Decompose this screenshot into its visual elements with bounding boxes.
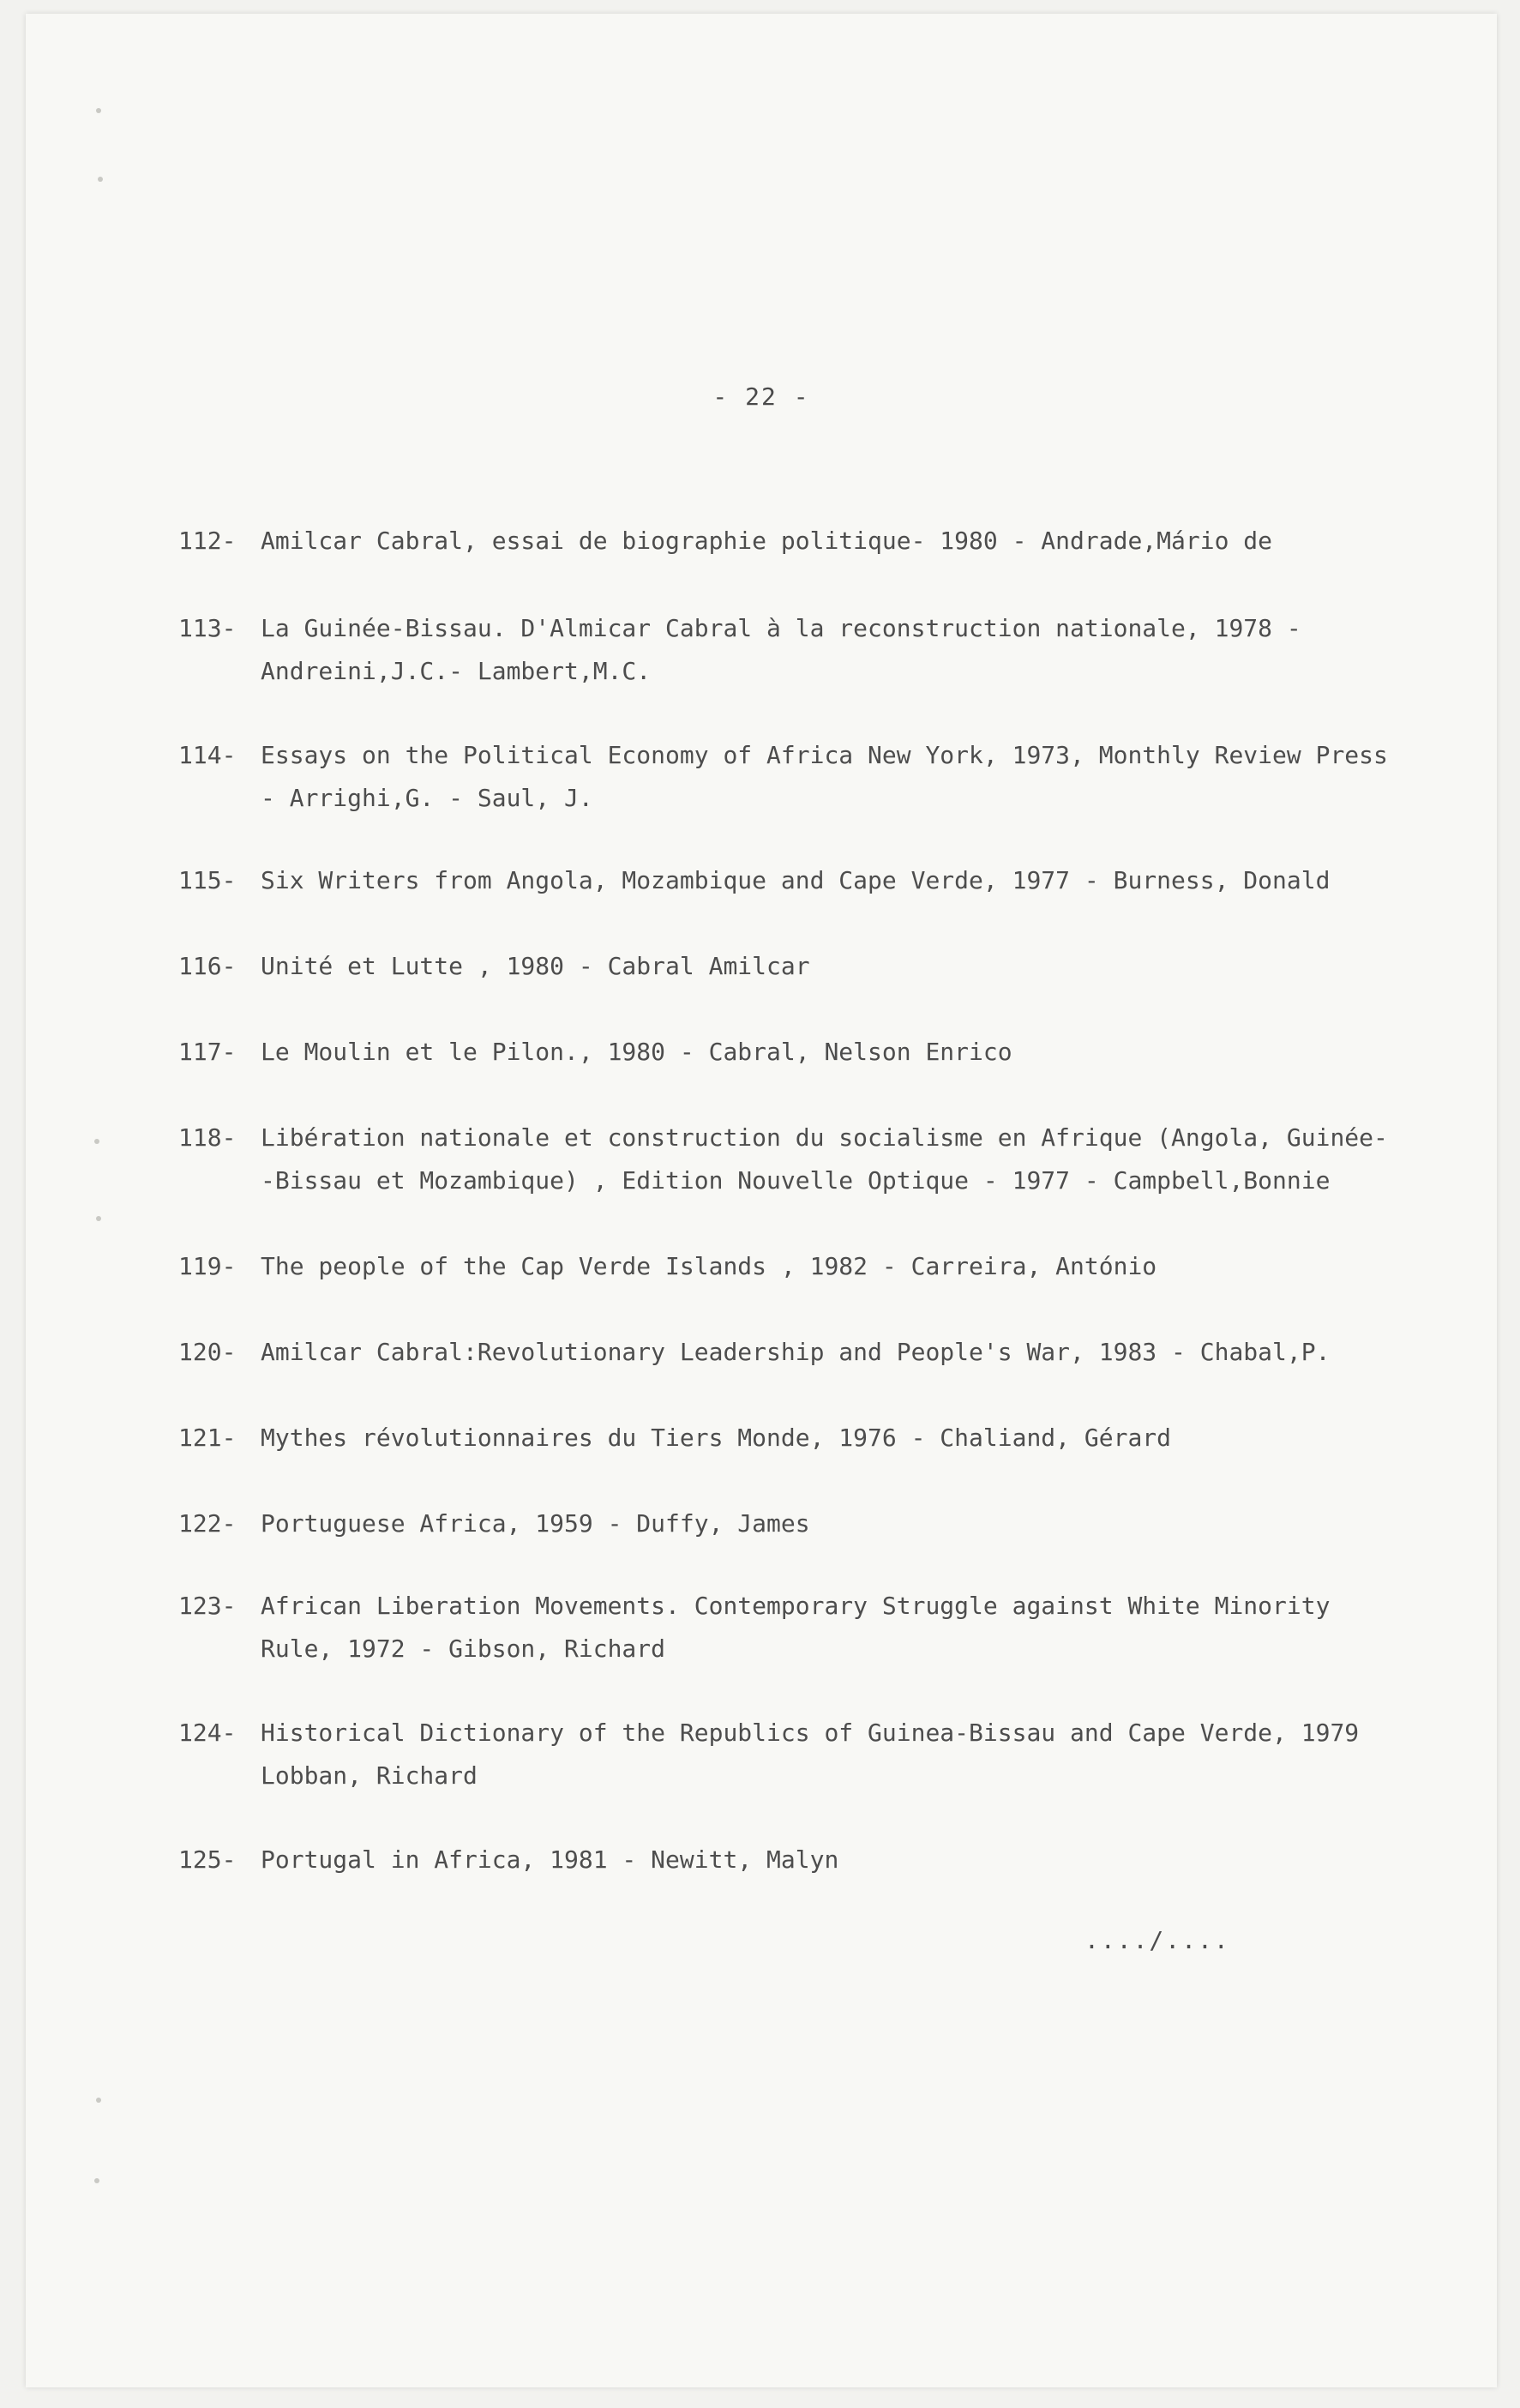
binding-mark — [98, 177, 103, 182]
entry-text — [261, 1117, 1421, 1202]
entry-text — [261, 520, 1421, 563]
binding-mark — [94, 1139, 99, 1144]
entry-line: Historical Dictionary of the Republics of Guinea-Bissau and Cape Verde, 1979 — [261, 1719, 1360, 1747]
entry-line: Amilcar Cabral, essai de biographie politique- 1980 - Andrade,Mário de — [261, 527, 1273, 555]
entry-line: African Liberation Movements. Contemporary Struggle against White Minority — [261, 1592, 1331, 1620]
entry-text — [261, 945, 1421, 988]
entry-line: Andreini,J.C.- Lambert,M.C. — [261, 657, 652, 685]
entry-line: - Arrighi,G. - Saul, J. — [261, 784, 593, 812]
list-item — [178, 1117, 1421, 1202]
binding-mark — [94, 2178, 99, 2183]
entry-text — [261, 1712, 1421, 1797]
entry-number: 116- — [178, 952, 237, 980]
entry-line: Six Writers from Angola, Mozambique and Cape Verde, 1977 - Burness, Donald — [261, 866, 1331, 894]
entry-line: Lobban, Richard — [261, 1761, 478, 1790]
entry-text — [261, 1331, 1421, 1374]
entry-line: Unité et Lutte , 1980 - Cabral Amilcar — [261, 952, 810, 980]
entry-text — [261, 1245, 1421, 1288]
entry-number: 114- — [178, 741, 237, 769]
entry-line: Rule, 1972 - Gibson, Richard — [261, 1634, 666, 1663]
list-item — [178, 1585, 1421, 1671]
list-item — [178, 734, 1421, 820]
list-item — [178, 945, 1421, 988]
entry-number: 112- — [178, 527, 237, 555]
binding-mark — [96, 108, 101, 113]
entry-line: -Bissau et Mozambique) , Edition Nouvelle Optique - 1977 - Campbell,Bonnie — [261, 1166, 1331, 1195]
continuation-mark: ..../.... — [1084, 1926, 1230, 1954]
entry-text — [261, 859, 1421, 902]
entry-text — [261, 607, 1421, 693]
entry-number: 121- — [178, 1424, 237, 1452]
entry-text — [261, 1417, 1421, 1460]
entry-line: Portuguese Africa, 1959 - Duffy, James — [261, 1509, 810, 1538]
entry-text — [261, 1839, 1421, 1881]
entry-number: 118- — [178, 1123, 237, 1152]
entry-number: 123- — [178, 1592, 237, 1620]
document-page — [26, 14, 1497, 2387]
entry-line: Essays on the Political Economy of Africa New York, 1973, Monthly Review Press — [261, 741, 1388, 769]
binding-mark — [96, 1216, 101, 1221]
list-item — [178, 1245, 1421, 1288]
entry-line: La Guinée-Bissau. D'Almicar Cabral à la reconstruction nationale, 1978 - — [261, 614, 1301, 642]
list-item — [178, 520, 1421, 563]
entry-line: The people of the Cap Verde Islands , 1982 - Carreira, António — [261, 1252, 1157, 1280]
list-item — [178, 1331, 1421, 1374]
entry-number: 119- — [178, 1252, 237, 1280]
entry-number: 120- — [178, 1338, 237, 1366]
entry-number: 124- — [178, 1719, 237, 1747]
entry-text — [261, 734, 1421, 820]
entry-line: Portugal in Africa, 1981 - Newitt, Malyn — [261, 1845, 839, 1874]
entry-line: Mythes révolutionnaires du Tiers Monde, 1976 - Chaliand, Gérard — [261, 1424, 1172, 1452]
list-item — [178, 859, 1421, 902]
list-item — [178, 1031, 1421, 1074]
list-item — [178, 1839, 1421, 1881]
entry-line: Libération nationale et construction du socialisme en Afrique (Angola, Guinée- — [261, 1123, 1388, 1152]
entry-line: Amilcar Cabral:Revolutionary Leadership and People's War, 1983 - Chabal,P. — [261, 1338, 1331, 1366]
list-item — [178, 1417, 1421, 1460]
binding-mark — [96, 2098, 101, 2103]
entry-text — [261, 1585, 1421, 1671]
entry-text — [261, 1502, 1421, 1545]
page-number: - 22 - — [712, 382, 810, 411]
entry-line: Le Moulin et le Pilon., 1980 - Cabral, Nelson Enrico — [261, 1038, 1012, 1066]
entry-number: 122- — [178, 1509, 237, 1538]
entry-number: 115- — [178, 866, 237, 894]
entry-number: 113- — [178, 614, 237, 642]
list-item — [178, 1712, 1421, 1797]
bibliography-list — [178, 520, 1421, 1881]
entry-number: 125- — [178, 1845, 237, 1874]
list-item — [178, 1502, 1421, 1545]
entry-text — [261, 1031, 1421, 1074]
list-item — [178, 607, 1421, 693]
entry-number: 117- — [178, 1038, 237, 1066]
